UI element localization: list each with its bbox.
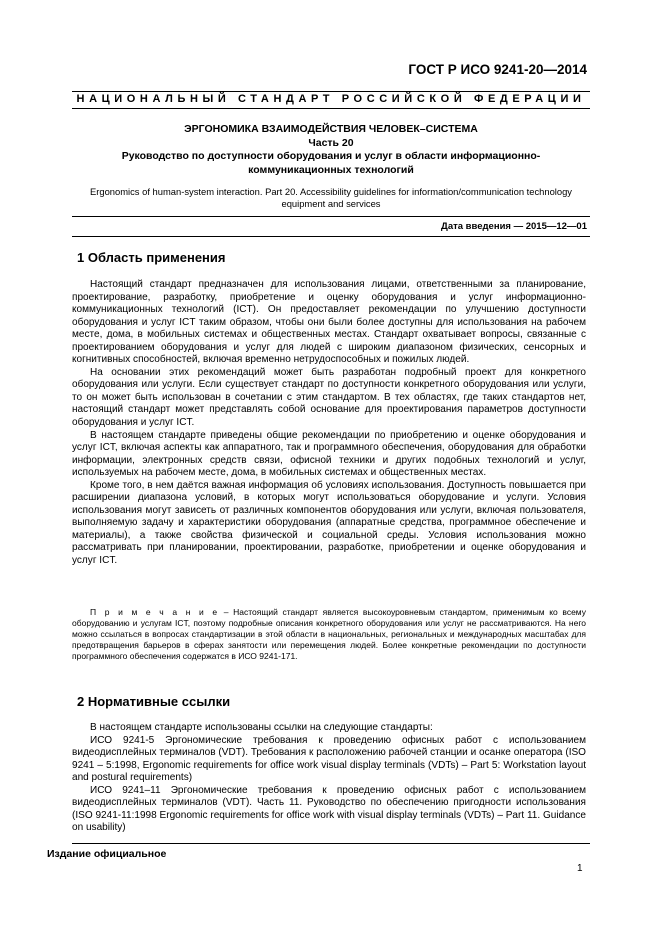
section-2-body [72, 722, 586, 835]
national-standard-banner: НАЦИОНАЛЬНЫЙ СТАНДАРТ РОССИЙСКОЙ ФЕДЕРАЦИИ [76, 93, 586, 105]
section-1-body [72, 279, 586, 568]
header-rule-bottom [72, 108, 590, 109]
footer-rule [72, 843, 590, 844]
official-edition-label: Издание официальное [47, 848, 167, 860]
date-rule [72, 236, 590, 237]
section-1-note [72, 607, 586, 662]
section-2-paragraph: В настоящем стандарте использованы ссылки на следующие стандарты: [90, 722, 433, 733]
header-rule-top [72, 91, 590, 92]
title-line-1: ЭРГОНОМИКА ВЗАИМОДЕЙСТВИЯ ЧЕЛОВЕК–СИСТЕМА [184, 123, 478, 135]
document-code: ГОСТ Р ИСО 9241-20—2014 [408, 62, 587, 77]
section-1-paragraph: На основании этих рекомендаций может быть разработан подробный проект для конкретного оборудования или услуги. Если существует стандарт по доступности конкретного оборудования или услуги, то он может быть использован в сочетании с этим стандартом. В тех областях, где таких стандартов нет, настоящий стандарт может представлять собой основание для проектирования параметров доступности оборудования и услуг ICT. [72, 366, 586, 429]
section-1-paragraph: В настоящем стандарте приведены общие рекомендации по приобретению и оценке оборудования и услуг ICT, включая аспекты как аппаратного, так и программного обеспечения, оборудования для обработки информации, электронных средств связи, офисной техники и других подобных технологий и услуг, используемых на рабочем месте, дома, в мобильных системах и общественных местах. [72, 429, 586, 479]
title-rule [72, 216, 590, 217]
document-title [72, 123, 590, 177]
effective-date: Дата введения — 2015—12—01 [441, 221, 587, 232]
note-text: – Настоящий стандарт является высокоуровневым стандартом, применимым ко всему оборудованию и услугам ICT, поэтому подробные описания конкретного оборудования или услуг не рассматриваются. На него можно ссылаться в вопросах стандартизации в этой области в национальных, региональных и международных масштабах для предотвращения барьеров в сферах занятости или перемещения людей. Более конкретные рекомендации по доступности программного обеспечения содержатся в ИСО 9241-171. [72, 607, 586, 661]
note-label: П р и м е ч а н и е [90, 607, 220, 617]
english-title: Ergonomics of human-system interaction. Part 20. Accessibility guidelines for information/communication technology equipment and services [90, 186, 572, 209]
section-2-paragraph: ИСО 9241-5 Эргономические требования к проведению офисных работ с использованием видеодисплейных терминалов (VDT). Требования к расположению рабочей станции и осанке оператора (ISO 9241 – 5:1998, Ergonomic requirements for office work visual display terminals (VDTs) – Part 5: Workstation layout and postural requirements) [72, 734, 586, 784]
section-1-paragraph: Настоящий стандарт предназначен для использования лицами, ответственными за планирование, проектирование, разработку, приобретение и оценку оборудования и услуг информационно-коммуникационных технологий (ICT). Он предоставляет рекомендации по улучшению доступности оборудования и услуг ICT таким образом, чтобы они были более доступны для использования на рабочем месте, дома, в мобильных системах и общественных местах. Стандарт охватывает вопросы, связанные с проектированием оборудования и услуг для людей с широким диапазоном физических, сенсорных и когнитивных способностей, включая временно нетрудоспособных и пожилых людей. [72, 279, 586, 366]
section-1-paragraph: Кроме того, в нем даётся важная информация об условиях использования. Доступность повышается при расширении диапазона условий, в которых могут использоваться оборудование и услуги. Условия использования могут зависеть от различных компонентов оборудования или услуги, включая пользователя, выполняемую задачу и характеристики оборудования (аппаратные средства, программное обеспечение и материалы), а также свойства физической и социальной среды. Условия использования можно рассматривать при планировании, проектировании, разработке, приобретении и оценке оборудования и услуг ICT. [72, 479, 586, 567]
title-line-4: коммуникационных технологий [248, 163, 414, 176]
title-part-number: Часть 20 [308, 136, 354, 149]
note-paragraph [72, 607, 586, 662]
section-2-paragraph: ИСО 9241–11 Эргономические требования к проведению офисных работ с использованием видеодисплейных терминалов (VDT). Часть 11. Руководство по обеспечению пригодности использования (ISO 9241-11:1998 Ergonomic requirements for office work with visual display terminals (VDTs) – Part 11. Guidance on usability) [72, 784, 586, 834]
page-number: 1 [577, 863, 583, 874]
section-1-heading: 1 Область применения [77, 250, 226, 265]
title-line-3: Руководство по доступности оборудования и услуг в области информационно- [121, 150, 541, 162]
section-2-heading: 2 Нормативные ссылки [77, 694, 231, 709]
